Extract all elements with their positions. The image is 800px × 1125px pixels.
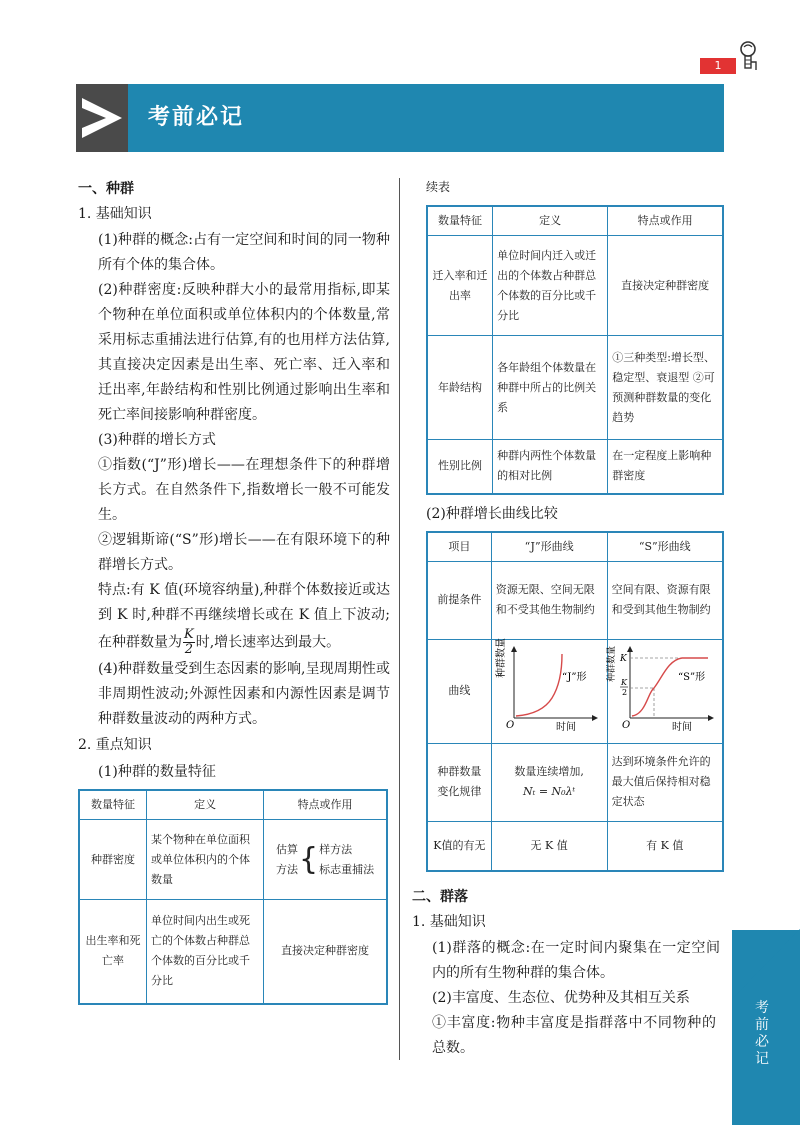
table-cell: 某个物种在单位面积或单位体积内的个体数量: [147, 820, 264, 900]
j-curve-label: “J”形: [561, 671, 587, 683]
table-cell: 直接决定种群密度: [264, 900, 387, 1004]
table-cell: 曲线: [427, 639, 491, 743]
paragraph: (4)种群数量受到生态因素的影响,呈现周期性或非周期性波动;外源性因素和内源性因素是调节种群数量波动的两种方式。: [98, 661, 390, 727]
table-cell: ①三种类型:增长型、稳定型、衰退型 ②可预测种群数量的变化趋势: [608, 336, 723, 440]
subsection-title: 2. 重点知识: [78, 737, 152, 753]
paragraph: ②逻辑斯谛(“S”形)增长——在有限环境下的种群增长方式。: [98, 532, 390, 573]
lightbulb-icon: [737, 40, 759, 76]
s-curve-label: “S”形: [677, 671, 705, 683]
paragraph-text: 特点:有 K 值(环境容纳量),种群个体数接近或达到 K 时,种群不再继续增长或在 K 值上下波动;在种群数量为: [98, 582, 390, 651]
estimate-methods: [268, 840, 382, 880]
paragraph: (2)种群密度:反映种群大小的最常用指标,即某个物种在单位面积或单位体积内的个体数量,常采用标志重捕法进行估算,有的也用样方法估算,其直接决定因素是出生率、死亡率、迁入率和迁出率,年龄结构和性别比例通过影响出生率和死亡率间接影响种群密度。: [98, 282, 390, 423]
side-tab-char: 记: [755, 1051, 769, 1067]
paragraph: (2)丰富度、生态位、优势种及其相互关系: [432, 990, 690, 1006]
table-cell: 种群密度: [79, 820, 147, 900]
j-curve-line: [516, 654, 562, 716]
table-row: [427, 336, 723, 440]
growth-formula: Nₜ = N₀λᵗ: [523, 785, 576, 798]
page-number: 1: [700, 58, 736, 74]
right-column: [412, 178, 726, 1061]
subsection-subtitle: (1)种群的数量特征: [98, 764, 216, 780]
chevron-right-icon: [76, 84, 128, 152]
s-curve-cell: [607, 639, 723, 743]
table-header: 特点或作用: [608, 206, 723, 236]
y-axis-label: 种群数量: [495, 637, 507, 678]
origin-label: O: [505, 719, 514, 731]
s-curve-graph: [606, 642, 718, 734]
growth-curve-comparison-table: [426, 531, 724, 873]
table-cell: 有 K 值: [607, 821, 723, 871]
x-axis-label: 时间: [671, 721, 692, 733]
paragraph: (1)群落的概念:在一定时间内聚集在一定空间内的所有生物种群的集合体。: [432, 940, 720, 981]
table-header: 数量特征: [79, 790, 147, 820]
paragraph-text: 时,增长速率达到最大。: [195, 634, 341, 651]
cell-text: 标志重捕法: [319, 862, 375, 876]
origin-label: O: [621, 719, 630, 731]
quantity-features-table-continued: [426, 205, 724, 495]
k-half-fraction: [183, 628, 195, 657]
paragraph: ①丰富度:物种丰富度是指群落中不同物种的总数。: [432, 1015, 716, 1056]
side-tab-char: 必: [755, 1034, 769, 1050]
table-row: [427, 743, 723, 821]
table-cell: [491, 743, 607, 821]
subsection-subtitle: (2)种群增长曲线比较: [426, 505, 558, 522]
table-cell: 无 K 值: [491, 821, 607, 871]
table-header: 项目: [427, 532, 491, 562]
section-heading: 二、群落: [412, 889, 468, 905]
table-header: 特点或作用: [264, 790, 387, 820]
table-cell: 空间有限、资源有限和受到其他生物制约: [607, 561, 723, 639]
left-column: [78, 178, 390, 1005]
table-header: “S”形曲线: [607, 532, 723, 562]
paragraph: (3)种群的增长方式: [98, 432, 216, 448]
table-row: [79, 900, 387, 1004]
side-tab-label: [752, 1000, 772, 1068]
table-cell: 年龄结构: [427, 336, 493, 440]
table-cell: 前提条件: [427, 561, 491, 639]
table-cell: 迁入率和迁出率: [427, 236, 493, 336]
table-row: [79, 820, 387, 900]
subsection-title: 1. 基础知识: [412, 914, 486, 930]
table-cell: 单位时间内迁入或迁出的个体数占种群总个体数的百分比或千分比: [493, 236, 608, 336]
table-cell: 单位时间内出生或死亡的个体数占种群总个体数的百分比或千分比: [147, 900, 264, 1004]
banner-tab: [76, 84, 128, 152]
s-curve-line: [632, 658, 708, 716]
table-header: 定义: [493, 206, 608, 236]
column-divider: [399, 178, 400, 1060]
table-continued-label: 续表: [426, 180, 451, 194]
side-tab-char: 考: [755, 1000, 769, 1016]
table-cell: 种群内两性个体数量的相对比例: [493, 440, 608, 494]
fraction-denominator: 2: [184, 642, 193, 657]
j-curve-cell: [491, 639, 607, 743]
y-axis-label: 种群数量: [606, 645, 617, 682]
j-curve-graph: [494, 637, 602, 734]
k-label: K: [619, 653, 627, 664]
k-half-denominator: 2: [621, 687, 627, 697]
quantity-features-table: [78, 789, 388, 1005]
paragraph: [78, 578, 390, 657]
k-half-numerator: K: [620, 677, 627, 687]
cell-text: 样方法: [319, 842, 353, 856]
table-header: “J”形曲线: [491, 532, 607, 562]
fraction-numerator: K: [184, 627, 194, 642]
table-header: 定义: [147, 790, 264, 820]
side-tab-corner: [732, 929, 800, 999]
side-tab-char: 前: [755, 1017, 769, 1033]
table-header: 数量特征: [427, 206, 493, 236]
table-row: [427, 821, 723, 871]
table-row: [427, 639, 723, 743]
table-cell: 在一定程度上影响种群密度: [608, 440, 723, 494]
table-row: [427, 561, 723, 639]
table-cell: 性别比例: [427, 440, 493, 494]
table-cell: [264, 820, 387, 900]
page-title: 考前必记: [148, 105, 245, 130]
section-banner: [76, 84, 724, 152]
subsection-title: 1. 基础知识: [78, 206, 152, 222]
table-row: [427, 236, 723, 336]
table-row: [427, 440, 723, 494]
table-cell: 各年龄组个体数量在种群中所占的比例关系: [493, 336, 608, 440]
cell-text: 估算: [276, 842, 299, 856]
table-cell: 达到环境条件允许的最大值后保持相对稳定状态: [607, 743, 723, 821]
table-cell: 资源无限、空间无限和不受其他生物制约: [491, 561, 607, 639]
paragraph: ①指数(“J”形)增长——在理想条件下的种群增长方式。在自然条件下,指数增长一般不可能发生。: [98, 457, 390, 523]
paragraph: (1)种群的概念:占有一定空间和时间的同一物种所有个体的集合体。: [98, 232, 390, 273]
x-axis-label: 时间: [555, 721, 576, 733]
table-cell: K值的有无: [427, 821, 491, 871]
cell-text: 数量连续增加,: [514, 765, 584, 778]
table-cell: 种群数量变化规律: [427, 743, 491, 821]
section-heading: 一、种群: [78, 181, 134, 197]
cell-text: 方法: [276, 862, 299, 876]
table-cell: 出生率和死亡率: [79, 900, 147, 1004]
brace-icon: {: [299, 841, 319, 877]
table-cell: 直接决定种群密度: [608, 236, 723, 336]
